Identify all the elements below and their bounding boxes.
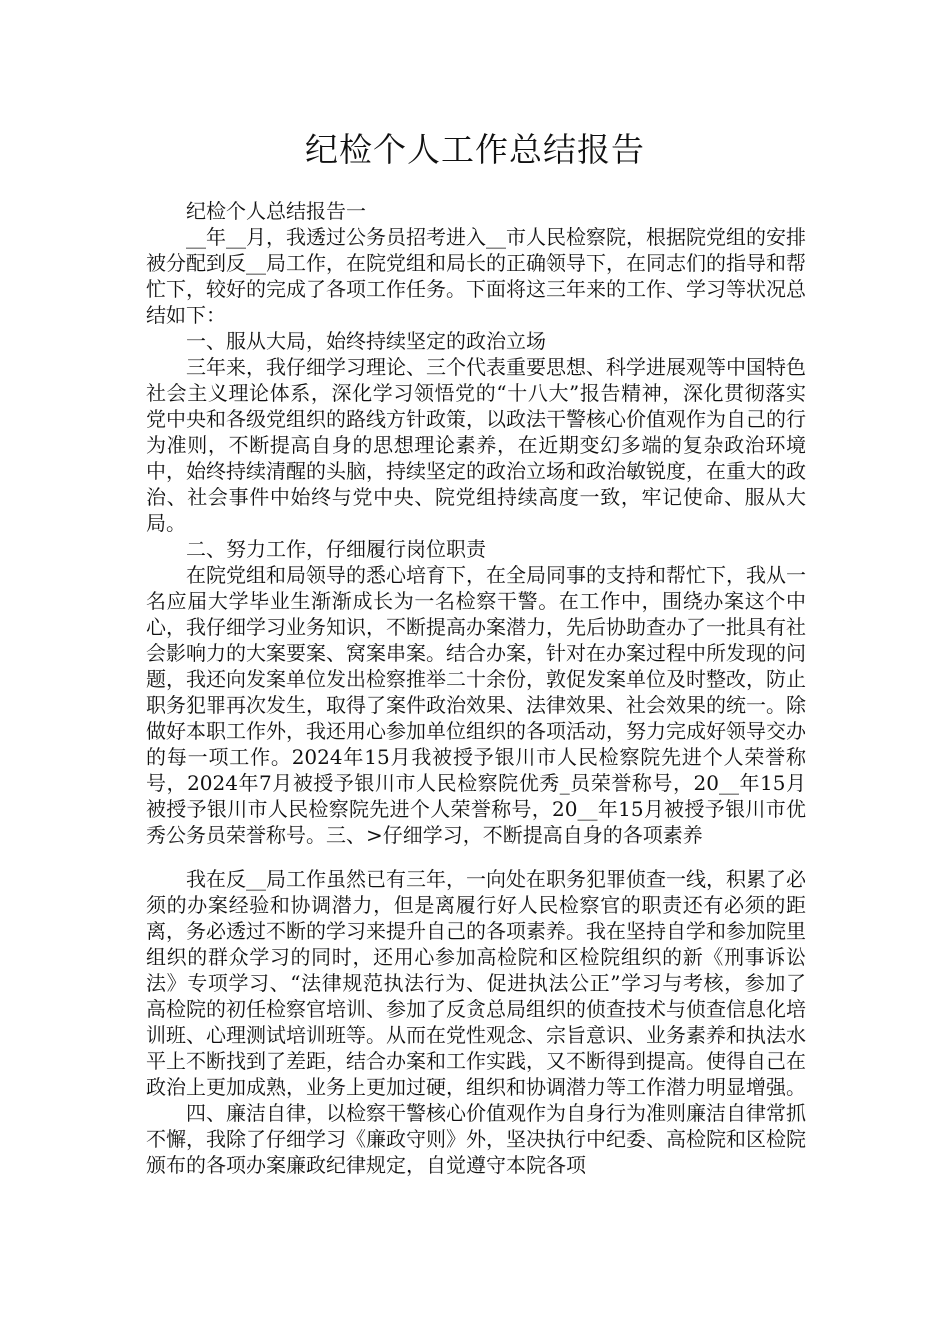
section-2-paragraph: 在院党组和局领导的悉心培育下，在全局同事的支持和帮忙下，我从一名应届大学毕业生渐渐成长为一名检察干警。在工作中，围绕办案这个中心，我仔细学习业务知识，不断提高办案潜力，先后协助查办了一批具有社会影响力的大案要案、窝案串案。结合办案，针对在办案过程中所发现的问题，我还向发案单位发出检察推举二十余份，敦促发案单位及时整改，防止职务犯罪再次发生，取得了案件政治效果、法律效果、社会效果的统一。除做好本职工作外，我还用心参加单位组织的各项活动，努力完成好领导交办的每一项工作。2024年15月我被授予银川市人民检察院先进个人荣誉称号，2024年7月被授予银川市人民检察院优秀_员荣誉称号，20__年15月被授予银川市人民检察院先进个人荣誉称号，20__年15月被授予银川市优秀公务员荣誉称号。三、>仔细学习，不断提高自身的各项素养 xyxy=(146,563,806,847)
intro-paragraph: __年__月，我透过公务员招考进入__市人民检察院，根据院党组的安排被分配到反__局工作，在院党组和局长的正确领导下，在同志们的指导和帮忙下，较好的完成了各项工作任务。下面将这三年来的工作、学习等状况总结如下： xyxy=(146,225,806,327)
section-heading-1: 一、服从大局，始终持续坚定的政治立场 xyxy=(186,329,546,353)
section-3-paragraph: 我在反__局工作虽然已有三年，一向处在职务犯罪侦查一线，积累了必须的办案经验和协调潜力，但是离履行好人民检察官的职责还有必须的距离，务必透过不断的学习来提升自己的各项素养。我在坚持自学和参加院里组织的群众学习的同时，还用心参加高检院和区检院组织的新《刑事诉讼法》专项学习、“法律规范执法行为、促进执法公正”学习与考核，参加了高检院的初任检察官培训、参加了反贪总局组织的侦查技术与侦查信息化培训班、心理测试培训班等。从而在党性观念、宗旨意识、业务素养和执法水平上不断找到了差距，结合办案和工作实践，又不断得到提高。使得自己在政治上更加成熟，业务上更加过硬，组织和协调潜力等工作潜力明显增强。 xyxy=(146,867,806,1099)
document-body xyxy=(146,198,806,1178)
document-title: 纪检个人工作总结报告 xyxy=(305,130,645,169)
subtitle-paragraph: 纪检个人总结报告一 xyxy=(186,199,366,223)
section-1-paragraph: 三年来，我仔细学习理论、三个代表重要思想、科学进展观等中国特色社会主义理论体系，深化学习领悟党的“十八大”报告精神，深化贯彻落实党中央和各级党组织的路线方针政策，以政法干警核心价值观作为自己的行为准则，不断提高自身的思想理论素养，在近期变幻多端的复杂政治环境中，始终持续清醒的头脑，持续坚定的政治立场和政治敏锐度，在重大的政治、社会事件中始终与党中央、院党组持续高度一致，牢记使命、服从大局。 xyxy=(146,355,806,535)
section-4-paragraph: 四、廉洁自律，以检察干警核心价值观作为自身行为准则廉洁自律常抓不懈，我除了仔细学习《廉政守则》外，坚决执行中纪委、高检院和区检院颁布的各项办案廉政纪律规定，自觉遵守本院各项 xyxy=(146,1101,806,1177)
section-heading-2: 二、努力工作，仔细履行岗位职责 xyxy=(186,537,486,561)
